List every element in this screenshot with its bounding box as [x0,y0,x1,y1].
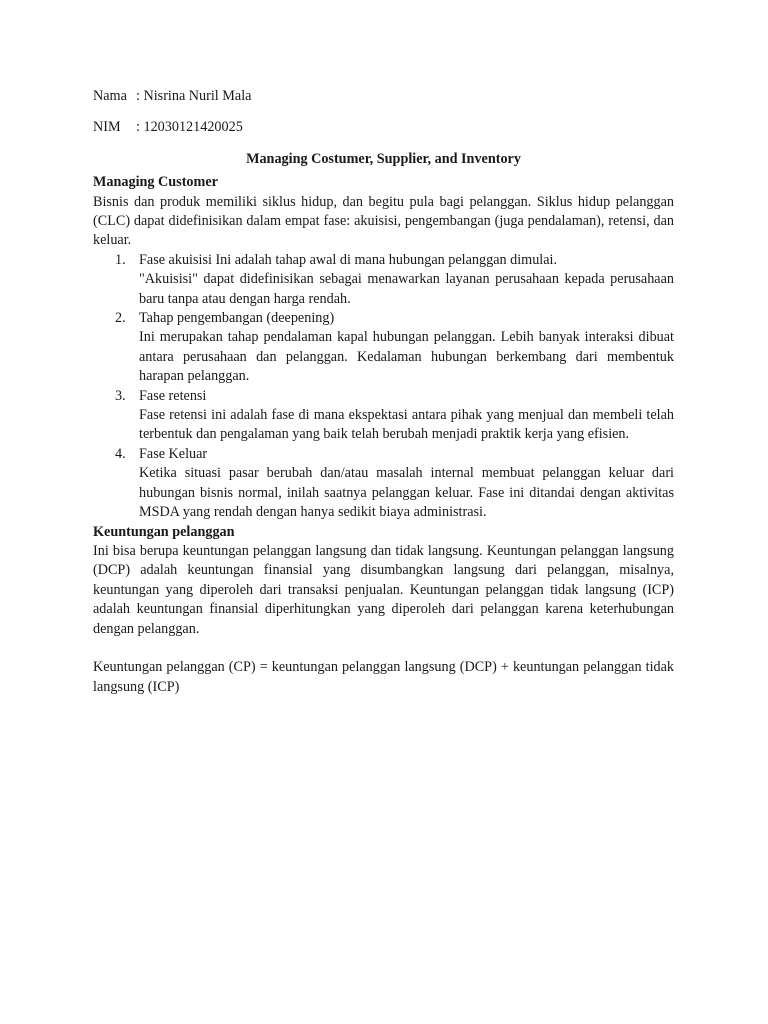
phase-number: 2. [115,310,126,327]
phase-description: Ketika situasi pasar berubah dan/atau masalah internal membuat pelanggan keluar dari hubungan bisnis normal, inilah saatnya pelanggan keluar. Fase ini ditandai dengan aktivitas MSDA yang rendah dengan hanya sedikit biaya administrasi. [139,465,674,521]
phase-title: Tahap pengembangan (deepening) [139,310,335,327]
name-label: Nama [93,88,127,104]
managing-customer-heading: Managing Customer [93,174,218,191]
phase-description: "Akuisisi" dapat didefinisikan sebagai menawarkan layanan perusahaan kepada perusahaan baru tanpa atau dengan harga rendah. [139,271,674,307]
phase-number: 3. [115,387,126,404]
nim-label: NIM [93,119,121,136]
name-value: : Nisrina Nuril Mala [136,88,252,104]
phase-title: Fase retensi [139,387,207,404]
phase-description: Ini merupakan tahap pendalaman kapal hubungan pelanggan. Lebih banyak interaksi dibuat antara perusahaan dan pelanggan. Kedalaman hubungan berkembang dari membentuk harapan pelanggan. [139,329,674,385]
phase-description: Fase retensi ini adalah fase di mana ekspektasi antara pihak yang menjual dan membeli telah terbentuk dan pengalaman yang baik telah berubah menjadi praktik kerja yang efisien. [139,407,674,443]
document-page [93,87,674,697]
phase-number: 1. [115,251,126,268]
keuntungan-body: Ini bisa berupa keuntungan pelanggan langsung dan tidak langsung. Keuntungan pelanggan langsung (DCP) adalah keuntungan finansial yang disumbangkan langsung dari pelanggan, misalnya, keuntungan yang diperoleh dari transaksi penjualan. Keuntungan pelanggan tidak langsung (ICP) adalah keuntungan finansial diperhitungkan yang diperoleh dari pelanggan karena keterhubungan dengan pelanggan. [93,542,674,637]
document-title: Managing Costumer, Supplier, and Inventory [246,150,521,167]
list-item [93,309,674,387]
list-item [93,445,674,523]
phase-list [93,251,674,523]
phase-title: Fase Keluar [139,445,208,462]
managing-customer-intro: Bisnis dan produk memiliki siklus hidup, dan begitu pula bagi pelanggan. Siklus hidup pelanggan (CLC) dapat didefinisikan dalam empat fase: akuisisi, pengembangan (juga pendalaman), retensi, dan keluar. [93,193,674,249]
keuntungan-heading: Keuntungan pelanggan [93,523,235,540]
phase-number: 4. [115,445,126,462]
name-row [93,87,674,106]
nim-value: : 12030121420025 [136,119,243,136]
list-item [93,387,674,445]
keuntungan-formula: Keuntungan pelanggan (CP) = keuntungan pelanggan langsung (DCP) + keuntungan pelanggan tidak langsung (ICP) [93,659,674,695]
phase-title: Fase akuisisi Ini adalah tahap awal di mana hubungan pelanggan dimulai. [139,251,558,268]
list-item [93,251,674,309]
nim-row [93,118,674,137]
